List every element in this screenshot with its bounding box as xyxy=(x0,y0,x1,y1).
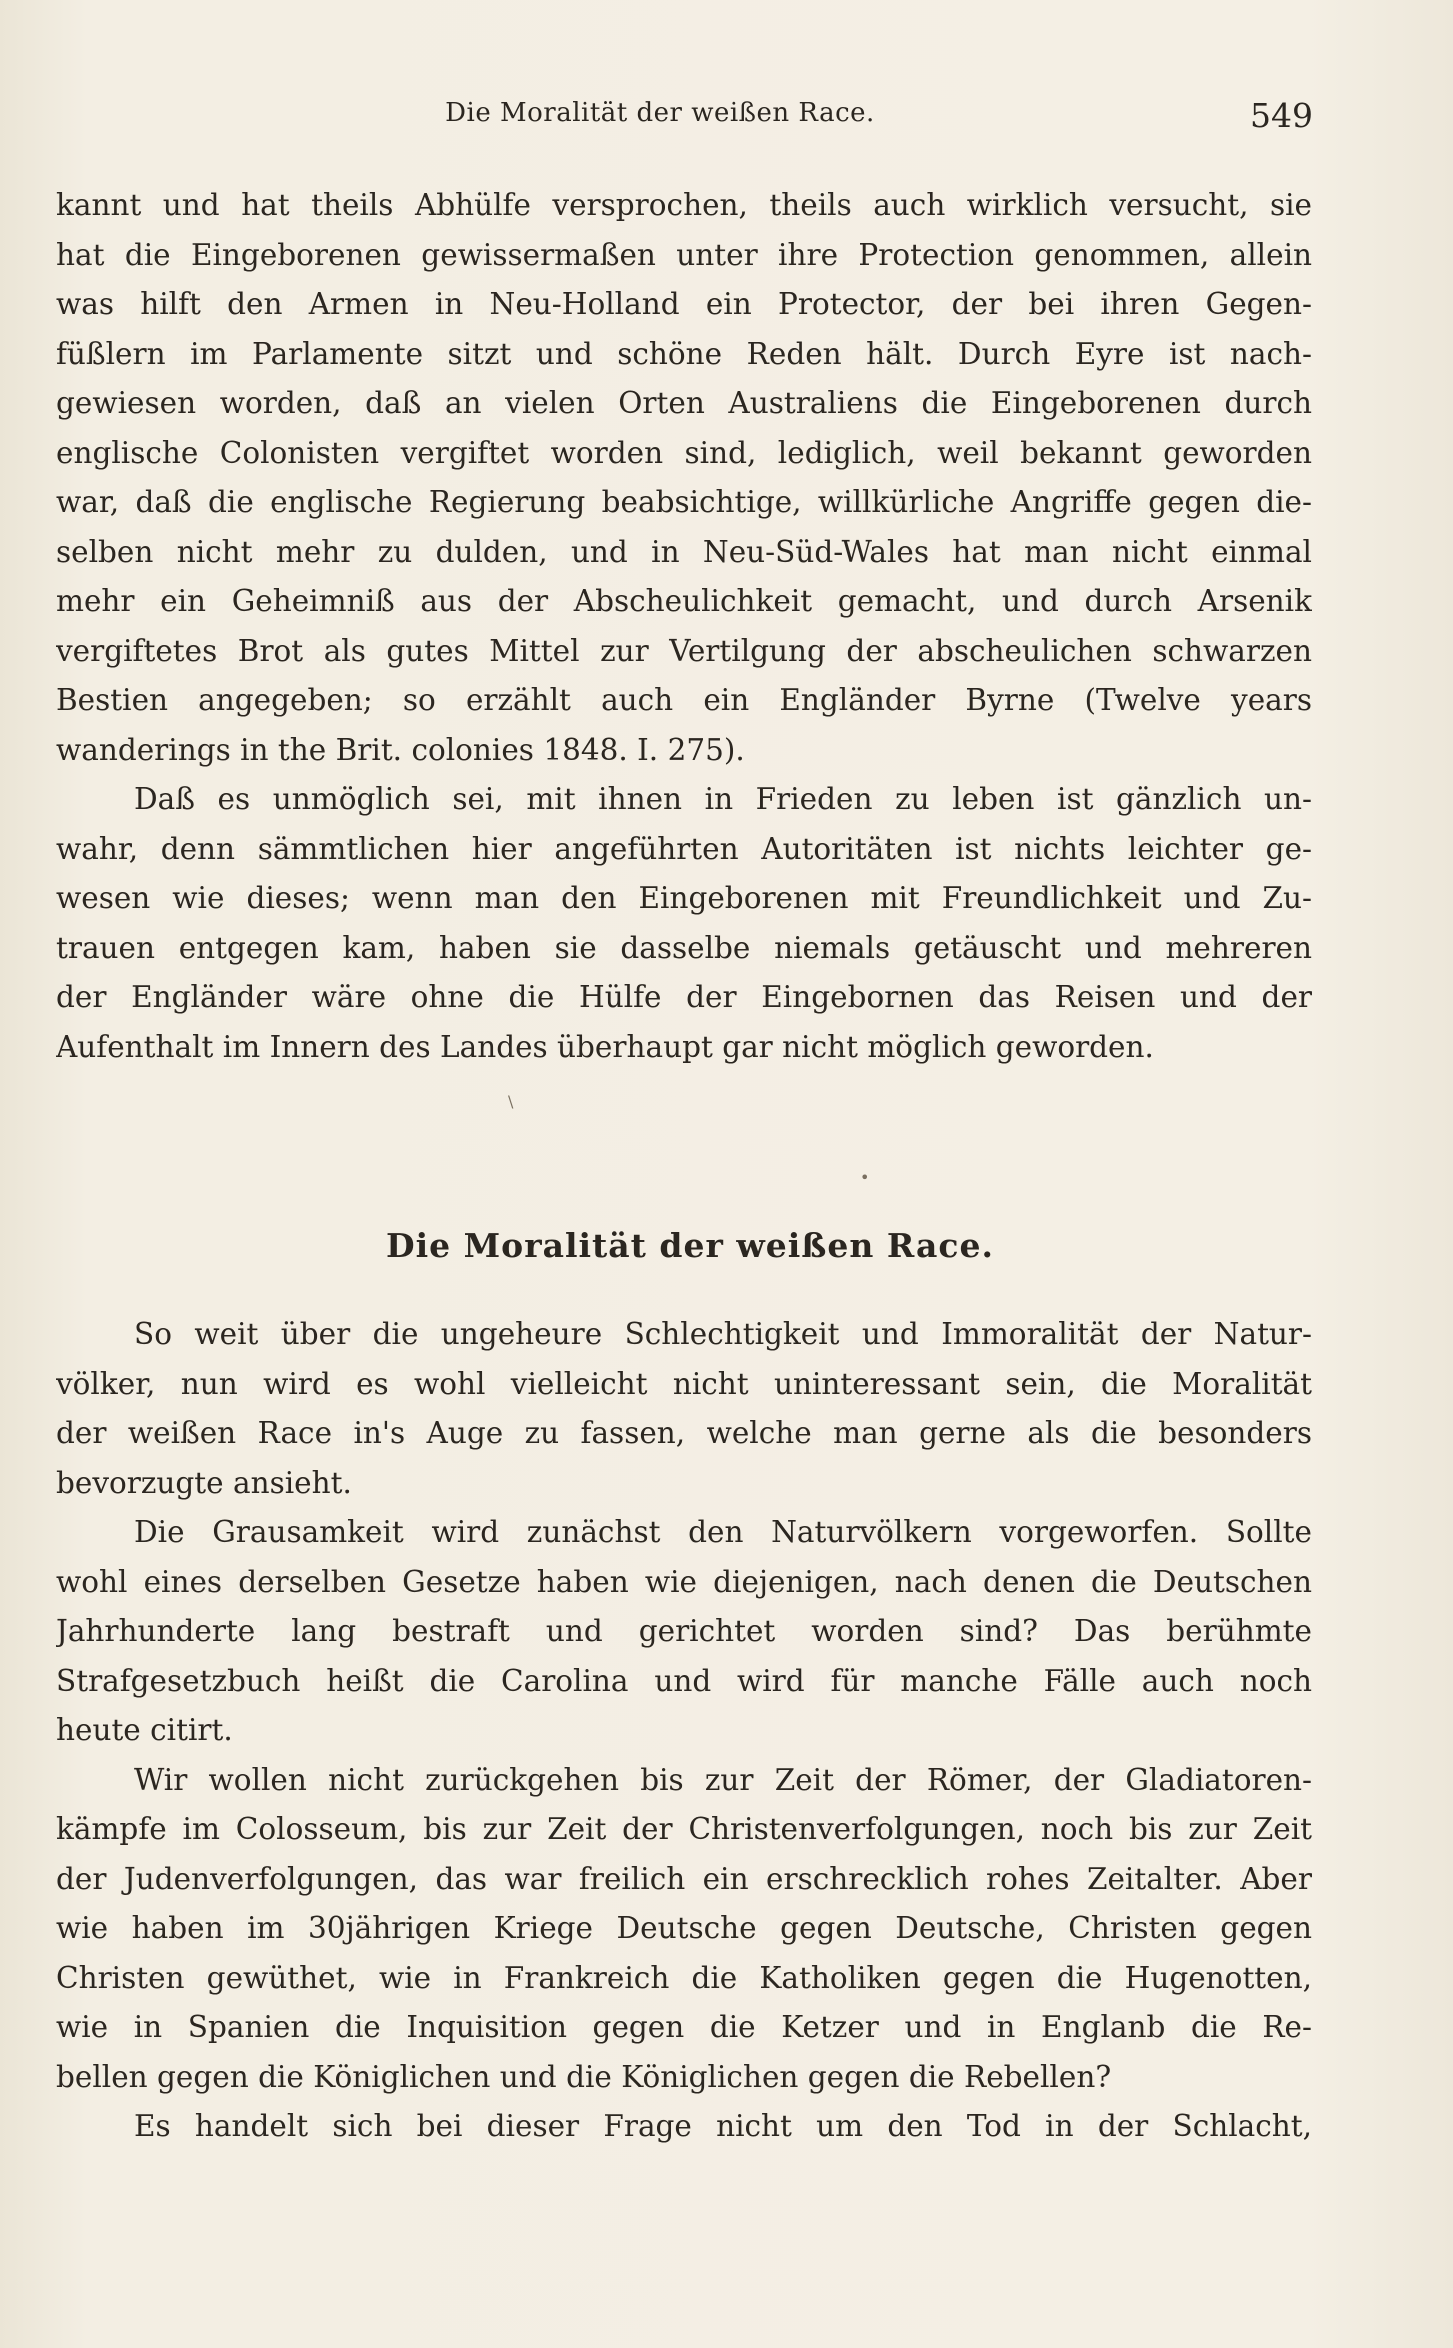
text-line: was hilft den Armen in Neu-Holland ein Protector, der bei ihren Gegen- xyxy=(56,287,1312,321)
paragraph xyxy=(56,1508,1312,1756)
paragraph xyxy=(56,2102,1312,2152)
text-line: kämpfe im Colosseum, bis zur Zeit der Christenverfolgungen, noch bis zur Zeit xyxy=(56,1812,1312,1846)
text-line: kannt und hat theils Abhülfe versprochen, theils auch wirklich versucht, sie xyxy=(56,188,1312,222)
text-block-before-heading xyxy=(56,181,1312,1072)
text-line: Jahrhunderte lang bestraft und gerichtet worden sind? Das berühmte xyxy=(56,1614,1312,1648)
paragraph xyxy=(56,1756,1312,2103)
page-number: 549 xyxy=(1250,96,1313,135)
stray-mark: \ xyxy=(508,1092,514,1111)
running-title: Die Moralität der weißen Race. xyxy=(445,98,875,128)
text-line: Strafgesetzbuch heißt die Carolina und wird für manche Fälle auch noch xyxy=(56,1663,1312,1698)
text-line: Wir wollen nicht zurückgehen bis zur Zeit der Römer, der Gladiatoren- xyxy=(134,1762,1312,1797)
text-line: Bestien angegeben; so erzählt auch ein Engländer Byrne (Twelve years xyxy=(56,683,1312,717)
text-line: füßlern im Parlamente sitzt und schöne Reden hält. Durch Eyre ist nach- xyxy=(56,336,1312,371)
paragraph xyxy=(56,181,1312,775)
text-line: Christen gewüthet, wie in Frankreich die Katholiken gegen die Hugenotten, xyxy=(56,1960,1312,1995)
text-line: wesen wie dieses; wenn man den Eingeborenen mit Freundlichkeit und Zu- xyxy=(56,881,1312,915)
stray-dot: • xyxy=(860,1168,870,1187)
text-line: heute citirt. xyxy=(56,1713,233,1747)
text-line: wanderings in the Brit. colonies 1848. I. 275). xyxy=(56,732,745,767)
text-line: mehr ein Geheimniß aus der Abscheulichkeit gemacht, und durch Arsenik xyxy=(56,584,1312,618)
text-line: wie haben im 30jährigen Kriege Deutsche gegen Deutsche, Christen gegen xyxy=(56,1911,1312,1945)
text-line: der weißen Race in's Auge zu fassen, welche man gerne als die besonders xyxy=(56,1416,1312,1450)
paragraph xyxy=(56,775,1312,1072)
text-line: selben nicht mehr zu dulden, und in Neu-Süd-Wales hat man nicht einmal xyxy=(56,534,1312,569)
text-line: wie in Spanien die Inquisition gegen die Ketzer und in Englanb die Re- xyxy=(56,2010,1312,2044)
text-line: wahr, denn sämmtlichen hier angeführten Autoritäten ist nichts leichter ge- xyxy=(56,831,1312,866)
text-line: der Judenverfolgungen, das war freilich ein erschrecklich rohes Zeitalter. Aber xyxy=(56,1861,1312,1896)
text-line: hat die Eingeborenen gewissermaßen unter ihre Protection genommen, allein xyxy=(56,237,1312,272)
text-line: bellen gegen die Königlichen und die Königlichen gegen die Rebellen? xyxy=(56,2059,1112,2094)
paragraph xyxy=(56,1310,1312,1508)
text-line: wohl eines derselben Gesetze haben wie diejenigen, nach denen die Deutschen xyxy=(56,1564,1312,1599)
section-heading: Die Moralität der weißen Race. xyxy=(386,1226,994,1265)
text-line: trauen entgegen kam, haben sie dasselbe niemals getäuscht und mehreren xyxy=(56,930,1312,965)
text-line: der Engländer wäre ohne die Hülfe der Eingebornen das Reisen und der xyxy=(56,980,1312,1014)
text-line: Die Grausamkeit wird zunächst den Naturvölkern vorgeworfen. Sollte xyxy=(134,1515,1312,1549)
text-block-after-heading xyxy=(56,1310,1312,2152)
text-line: So weit über die ungeheure Schlechtigkeit und Immoralität der Natur- xyxy=(134,1317,1312,1351)
text-line: völker, nun wird es wohl vielleicht nicht uninteressant sein, die Moralität xyxy=(56,1366,1312,1401)
text-line: vergiftetes Brot als gutes Mittel zur Vertilgung der abscheulichen schwarzen xyxy=(56,633,1312,668)
text-line: englische Colonisten vergiftet worden sind, lediglich, weil bekannt geworden xyxy=(56,435,1312,470)
text-line: Aufenthalt im Innern des Landes überhaupt gar nicht möglich geworden. xyxy=(56,1029,1154,1064)
text-line: Es handelt sich bei dieser Frage nicht um den Tod in der Schlacht, xyxy=(134,2109,1312,2143)
text-line: Daß es unmöglich sei, mit ihnen in Frieden zu leben ist gänzlich un- xyxy=(134,782,1312,816)
text-line: gewiesen worden, daß an vielen Orten Australiens die Eingeborenen durch xyxy=(56,386,1312,420)
text-line: bevorzugte ansieht. xyxy=(56,1465,352,1500)
text-line: war, daß die englische Regierung beabsichtige, willkürliche Angriffe gegen die- xyxy=(56,485,1312,519)
